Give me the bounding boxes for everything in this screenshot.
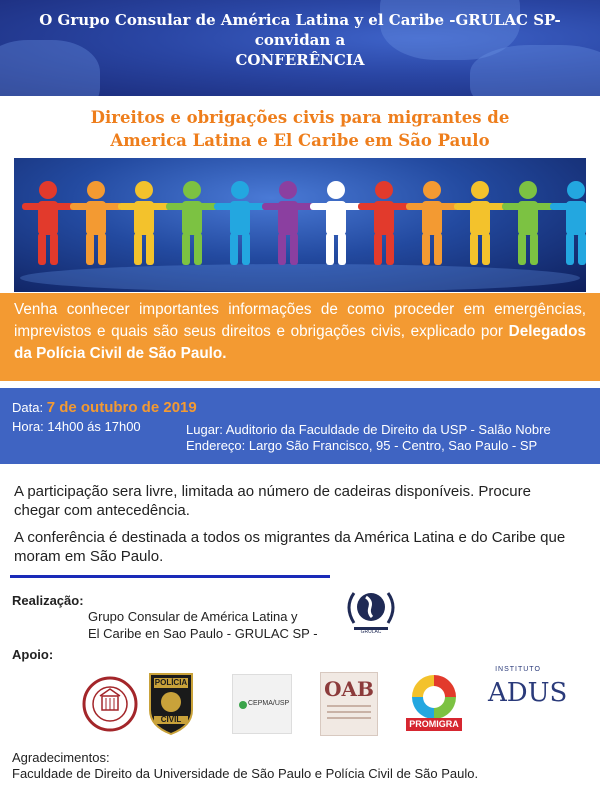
adus-instituto-text: INSTITUTO [495,666,541,673]
subtitle-line-1: Direitos e obrigações civis para migrantes de [90,108,510,127]
agradecimentos-label: Agradecimentos: [12,750,110,765]
paper-person-figure [310,181,362,265]
promigra-text: PROMIGRA [406,718,462,731]
realizacao-line-2: El Caribe en Sao Paulo - GRULAC SP - [88,626,318,641]
event-subtitle [0,106,600,152]
event-place: Lugar: Auditorio da Faculdade de Direito da USP - Salão Nobre [186,422,551,437]
event-address: Endereço: Largo São Francisco, 95 - Centro, Sao Paulo - SP [186,438,538,453]
grulac-logo [340,585,402,637]
date-label: Data: [12,400,47,415]
audience-paragraph: A conferência é destinada a todos os migrantes da América Latina e do Caribe que moram em São Paulo. [14,529,566,565]
event-info-box [0,388,600,464]
promigra-logo [406,674,462,732]
header-line-1: O Grupo Consular de América Latina y el Caribe -GRULAC SP- [39,11,561,29]
subtitle-line-2: America Latina e El Caribe em São Paulo [110,131,490,150]
people-chain-illustration [14,158,586,292]
paper-person-figure [70,181,122,265]
date-value: 7 de outubro de 2019 [46,399,197,416]
oab-text: OAB [324,677,374,701]
intro-text [14,299,586,365]
paper-person-figure [262,181,314,265]
paper-person-figure [454,181,506,265]
agradecimentos-text: Faculdade de Direito da Universidade de São Paulo e Polícia Civil de São Paulo. [12,766,479,781]
event-time: Hora: 14h00 ás 17h00 [12,419,141,434]
usp-law-seal-logo [82,676,138,732]
policia-text: POLÍCIA [154,678,188,687]
header-line-2: convidan a [254,31,346,49]
floor-reflection [20,264,580,292]
paper-person-figure [406,181,458,265]
divider [10,575,330,578]
paper-person-figure [214,181,266,265]
paper-person-figure [22,181,74,265]
header-line-3: CONFERÊNCIA [235,51,365,69]
cepma-usp-logo [232,674,292,734]
paper-person-figure [118,181,170,265]
apoio-label: Apoio: [12,647,54,662]
adus-text: ADUS [488,678,568,708]
header-title [0,10,600,70]
event-date [12,399,197,416]
intro-box [0,293,600,381]
policia-civil-badge-logo [146,670,196,736]
paper-person-figure [550,181,586,265]
intro-regular: Venha conhecer importantes informações de como proceder em emergências, imprevistos e quais são seus direitos e obrigações civis, explicado por [14,301,586,340]
header-banner [0,0,600,96]
grulac-logo-text: GRULAC [360,629,382,635]
intro-bold: Delegados da Polícia Civil de São Paulo. [14,323,586,362]
paper-person-figure [358,181,410,265]
people-banner-image [14,158,586,292]
paper-person-figure [502,181,554,265]
instituto-adus-logo [488,666,568,736]
cepma-text: CEPMA/USP [248,700,290,707]
paper-person-figure [166,181,218,265]
oab-logo [320,672,378,736]
realizacao-line-1: Grupo Consular de América Latina y [88,609,298,624]
civil-text: CIVIL [160,715,182,724]
participation-paragraph: A participação sera livre, limitada ao número de cadeiras disponíveis. Procure chegar com antecedência. [14,483,531,519]
realizacao-label: Realização: [12,593,84,608]
